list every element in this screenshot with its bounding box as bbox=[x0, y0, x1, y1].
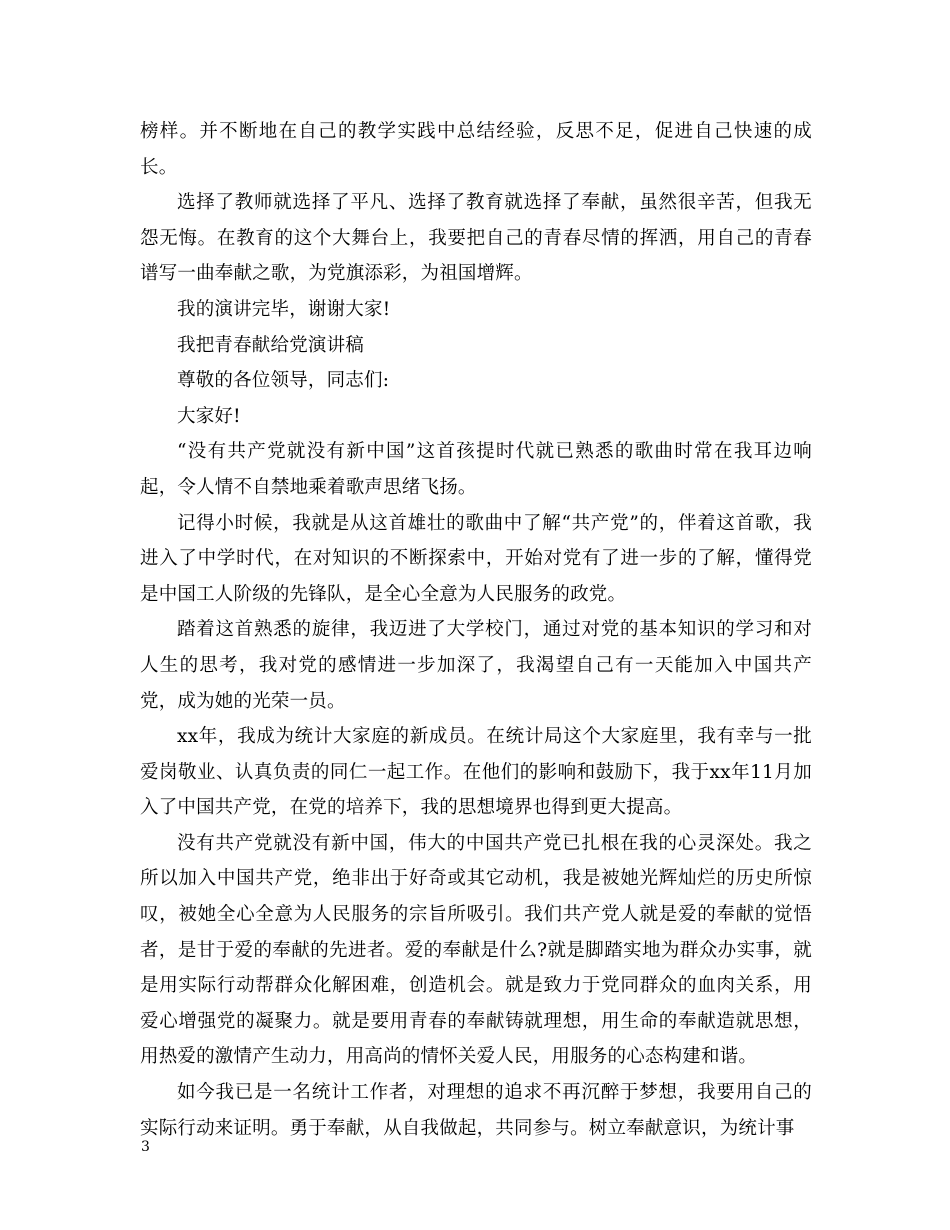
paragraph: 我的演讲完毕，谢谢大家! bbox=[177, 298, 391, 320]
paragraph: 踏着这首熟悉的旋律，我迈进了大学校门，通过对党的基本知识的学习和对人生的思考，我对党的感情进一步加深了，我渴望自己有一天能加入中国共产党，成为她的光荣一员。 bbox=[140, 619, 812, 712]
paragraph: “没有共产党就没有新中国”这首孩提时代就已熟悉的歌曲时常在我耳边响起，令人情不自禁地乘着歌声思绪飞扬。 bbox=[140, 441, 812, 498]
paragraph: 榜样。并不断地在自己的教学实践中总结经验，反思不足，促进自己快速的成长。 bbox=[140, 121, 812, 178]
paragraph: 选择了教师就选择了平凡、选择了教育就选择了奉献，虽然很辛苦，但我无怨无悔。在教育的这个大舞台上，我要把自己的青春尽情的挥洒，用自己的青春谱写一曲奉献之歌，为党旗添彩，为祖国增辉。 bbox=[140, 192, 812, 285]
paragraph: 记得小时候，我就是从这首雄壮的歌曲中了解“共产党”的，伴着这首歌，我进入了中学时代，在对知识的不断探索中，开始对党有了进一步的了解，懂得党是中国工人阶级的先锋队，是全心全意为人民服务的政党。 bbox=[140, 512, 812, 605]
page-number: 3 bbox=[141, 1139, 150, 1155]
speech-title: 我把青春献给党演讲稿 bbox=[177, 334, 365, 356]
body-text bbox=[140, 114, 812, 1146]
salutation: 尊敬的各位领导，同志们: bbox=[177, 370, 390, 392]
paragraph: xx年，我成为统计大家庭的新成员。在统计局这个大家庭里，我有幸与一批爱岗敬业、认真负责的同仁一起工作。在他们的影响和鼓励下，我于xx年11月加入了中国共产党，在党的培养下，我的思想境界也得到更大提高。 bbox=[140, 726, 812, 819]
greeting: 大家好! bbox=[177, 405, 241, 427]
paragraph: 没有共产党就没有新中国，伟大的中国共产党已扎根在我的心灵深处。我之所以加入中国共产党，绝非出于好奇或其它动机，我是被她光辉灿烂的历史所惊叹，被她全心全意为人民服务的宗旨所吸引。我们共产党人就是爱的奉献的觉悟者，是甘于爱的奉献的先进者。爱的奉献是什么?就是脚踏实地为群众办实事，就是用实际行动帮群众化解困难，创造机会。就是致力于党同群众的血肉关系，用爱心增强党的凝聚力。就是要用青春的奉献铸就理想，用生命的奉献造就思想，用热爱的激情产生动力，用高尚的情怀关爱人民，用服务的心态构建和谐。 bbox=[140, 832, 812, 1068]
paragraph: 如今我已是一名统计工作者，对理想的追求不再沉醉于梦想，我要用自己的实际行动来证明。勇于奉献，从自我做起，共同参与。树立奉献意识，为统计事 bbox=[140, 1082, 812, 1139]
